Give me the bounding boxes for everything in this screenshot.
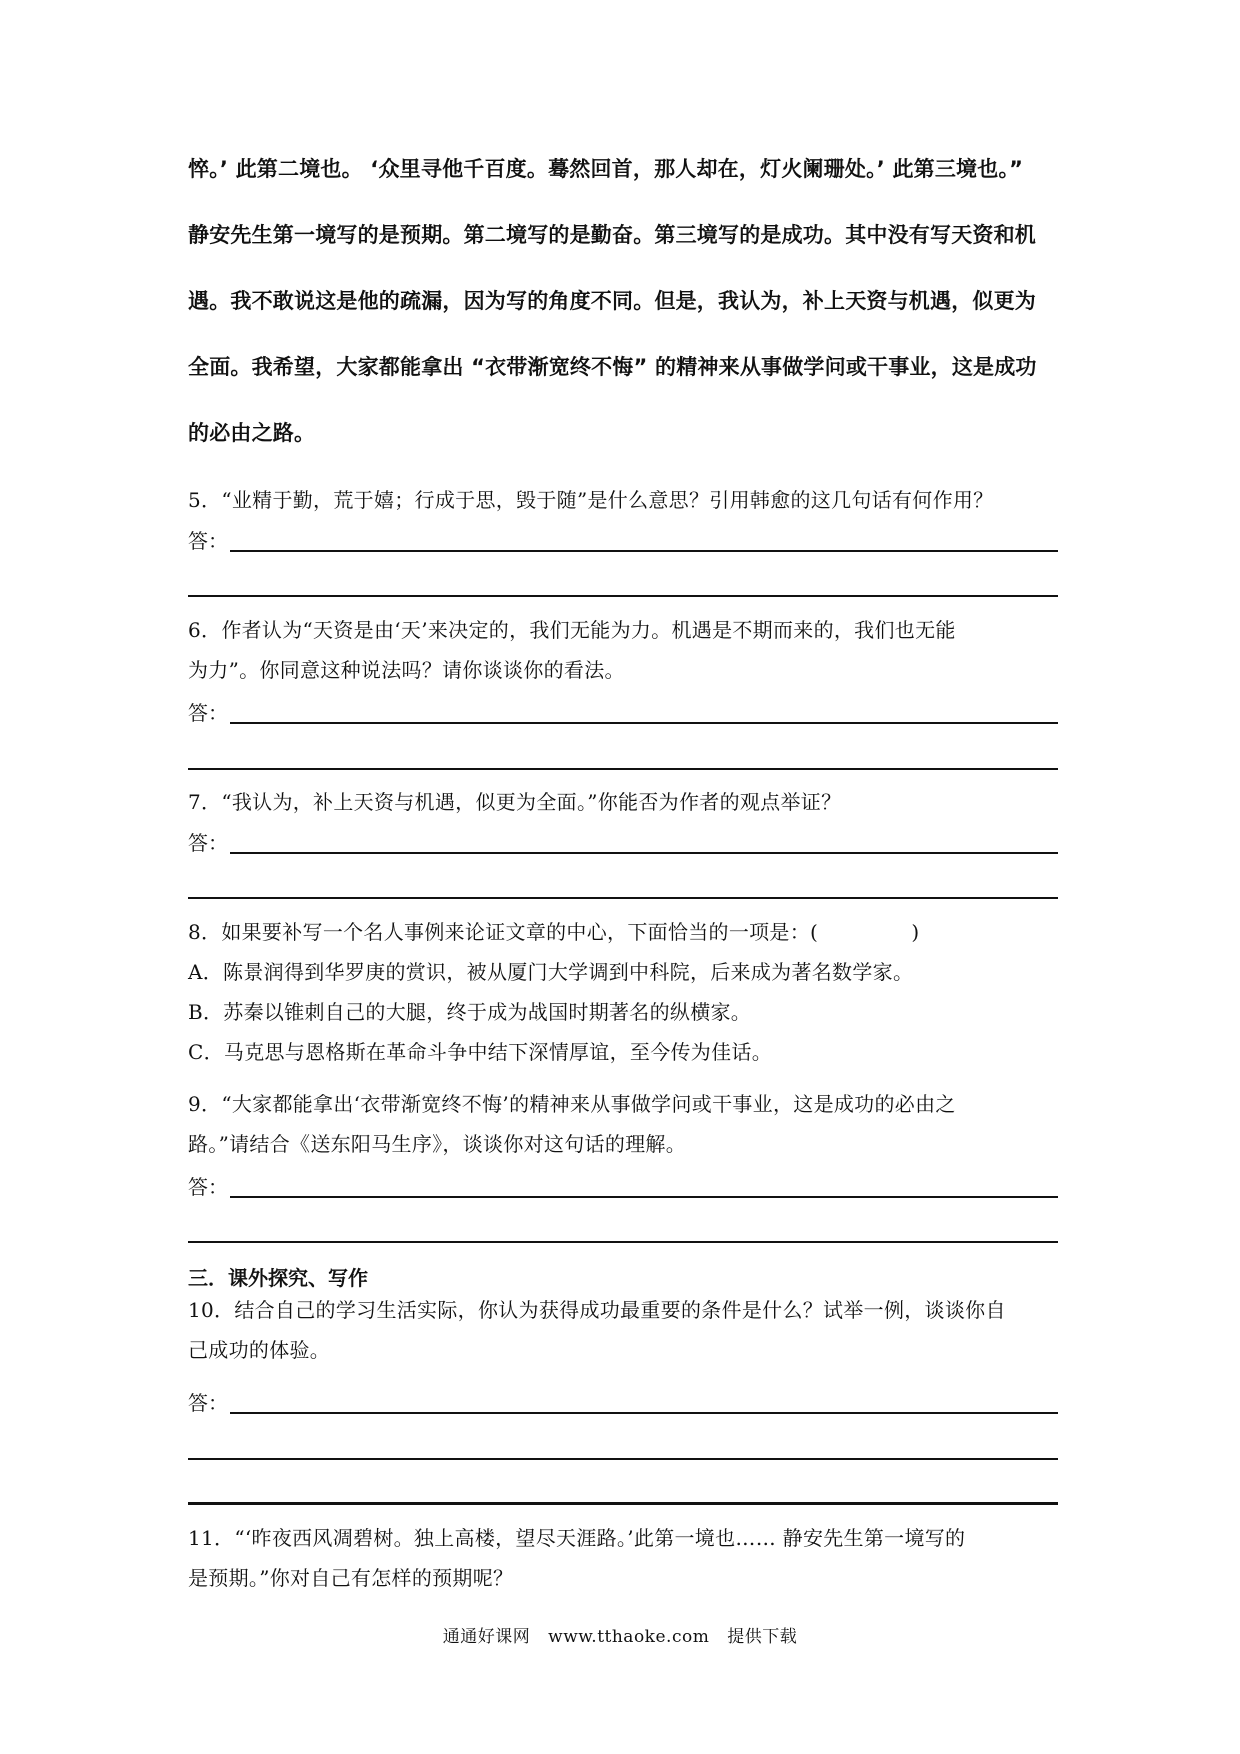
question-10-line: 己成功的体验。 bbox=[188, 1338, 331, 1362]
passage bbox=[188, 136, 1058, 466]
section-heading: 三．课外探究、写作 bbox=[188, 1266, 368, 1290]
answer-extra-line-q7[interactable] bbox=[188, 897, 1058, 899]
question-10-line: 10．结合自己的学习生活实际，你认为获得成功最重要的条件是什么？试举一例，谈谈你自 bbox=[188, 1298, 1006, 1322]
footer-site-name: 通通好课网 bbox=[442, 1627, 531, 1647]
answer-extra-line-q9[interactable] bbox=[188, 1241, 1058, 1243]
question-9-line: 9．“大家都能拿出‘衣带渐宽终不悔’的精神来从事做学问或干事业，这是成功的必由之 bbox=[188, 1092, 956, 1116]
answer-line-q6[interactable] bbox=[188, 696, 1058, 726]
answer-underline bbox=[230, 722, 1058, 724]
passage-line: 静安先生第一境写的是预期。第二境写的是勤奋。第三境写的是成功。其中没有写天资和机 bbox=[188, 223, 1036, 247]
question-6 bbox=[188, 610, 1058, 690]
answer-extra-line-q10[interactable] bbox=[188, 1458, 1058, 1460]
answer-label: 答： bbox=[188, 529, 228, 553]
question-11-line: 11．“‘昨夜西风凋碧树。独上高楼，望尽天涯路。’此第一境也…… 静安先生第一境写的 bbox=[188, 1526, 966, 1550]
answer-line-q9[interactable] bbox=[188, 1170, 1058, 1200]
answer-line-q7[interactable] bbox=[188, 826, 1058, 856]
footer-note: 提供下载 bbox=[727, 1627, 798, 1647]
answer-underline bbox=[230, 1196, 1058, 1198]
answer-label: 答： bbox=[188, 831, 228, 855]
answer-label: 答： bbox=[188, 701, 228, 725]
answer-label: 答： bbox=[188, 1391, 228, 1415]
footer-url[interactable]: www.tthaoke.com bbox=[548, 1627, 710, 1647]
question-6-line: 为力”。你同意这种说法吗？请你谈谈你的看法。 bbox=[188, 658, 625, 682]
answer-line-q10[interactable] bbox=[188, 1386, 1058, 1416]
answer-extra-line-q5[interactable] bbox=[188, 595, 1058, 597]
answer-underline bbox=[230, 550, 1058, 552]
passage-line: 悴。’ 此第二境也。 ‘众里寻他千百度。蓦然回首，那人却在，灯火阑珊处。’ 此第三境也。” bbox=[188, 157, 1024, 181]
answer-extra-line-q6[interactable] bbox=[188, 768, 1058, 770]
question-10 bbox=[188, 1290, 1058, 1370]
question-6-line: 6．作者认为“天资是由‘天’来决定的，我们无能为力。机遇是不期而来的，我们也无能 bbox=[188, 618, 956, 642]
question-5: 5．“业精于勤，荒于嬉；行成于思，毁于随”是什么意思？引用韩愈的这几句话有何作用？ bbox=[188, 488, 994, 512]
answer-underline bbox=[230, 852, 1058, 854]
question-9 bbox=[188, 1084, 1058, 1164]
passage-line: 遇。我不敢说这是他的疏漏，因为写的角度不同。但是，我认为，补上天资与机遇，似更为 bbox=[188, 289, 1036, 313]
passage-line: 的必由之路。 bbox=[188, 421, 316, 445]
page-footer bbox=[0, 1622, 1240, 1647]
passage-line: 全面。我希望，大家都能拿出 “衣带渐宽终不悔” 的精神来从事做学问或干事业，这是成功 bbox=[188, 355, 1037, 379]
question-9-line: 路。”请结合《送东阳马生序》，谈谈你对这句话的理解。 bbox=[188, 1132, 687, 1156]
question-11-line: 是预期。”你对自己有怎样的预期呢？ bbox=[188, 1566, 514, 1590]
answer-line-q5[interactable] bbox=[188, 524, 1058, 554]
question-8-option-b: B．苏秦以锥刺自己的大腿，终于成为战国时期著名的纵横家。 bbox=[188, 1000, 752, 1024]
answer-extra-line-q10-2[interactable] bbox=[188, 1502, 1058, 1505]
question-8-stem: 8．如果要补写一个名人事例来论证文章的中心，下面恰当的一项是：( ) bbox=[188, 920, 920, 944]
question-11 bbox=[188, 1518, 1058, 1598]
question-8 bbox=[188, 912, 1058, 1072]
question-8-option-c: C．马克思与恩格斯在革命斗争中结下深情厚谊，至今传为佳话。 bbox=[188, 1040, 773, 1064]
question-8-option-a: A．陈景润得到华罗庚的赏识，被从厦门大学调到中科院，后来成为著名数学家。 bbox=[188, 960, 914, 984]
question-7: 7．“我认为，补上天资与机遇，似更为全面。”你能否为作者的观点举证？ bbox=[188, 790, 842, 814]
answer-underline bbox=[230, 1412, 1058, 1414]
answer-label: 答： bbox=[188, 1175, 228, 1199]
